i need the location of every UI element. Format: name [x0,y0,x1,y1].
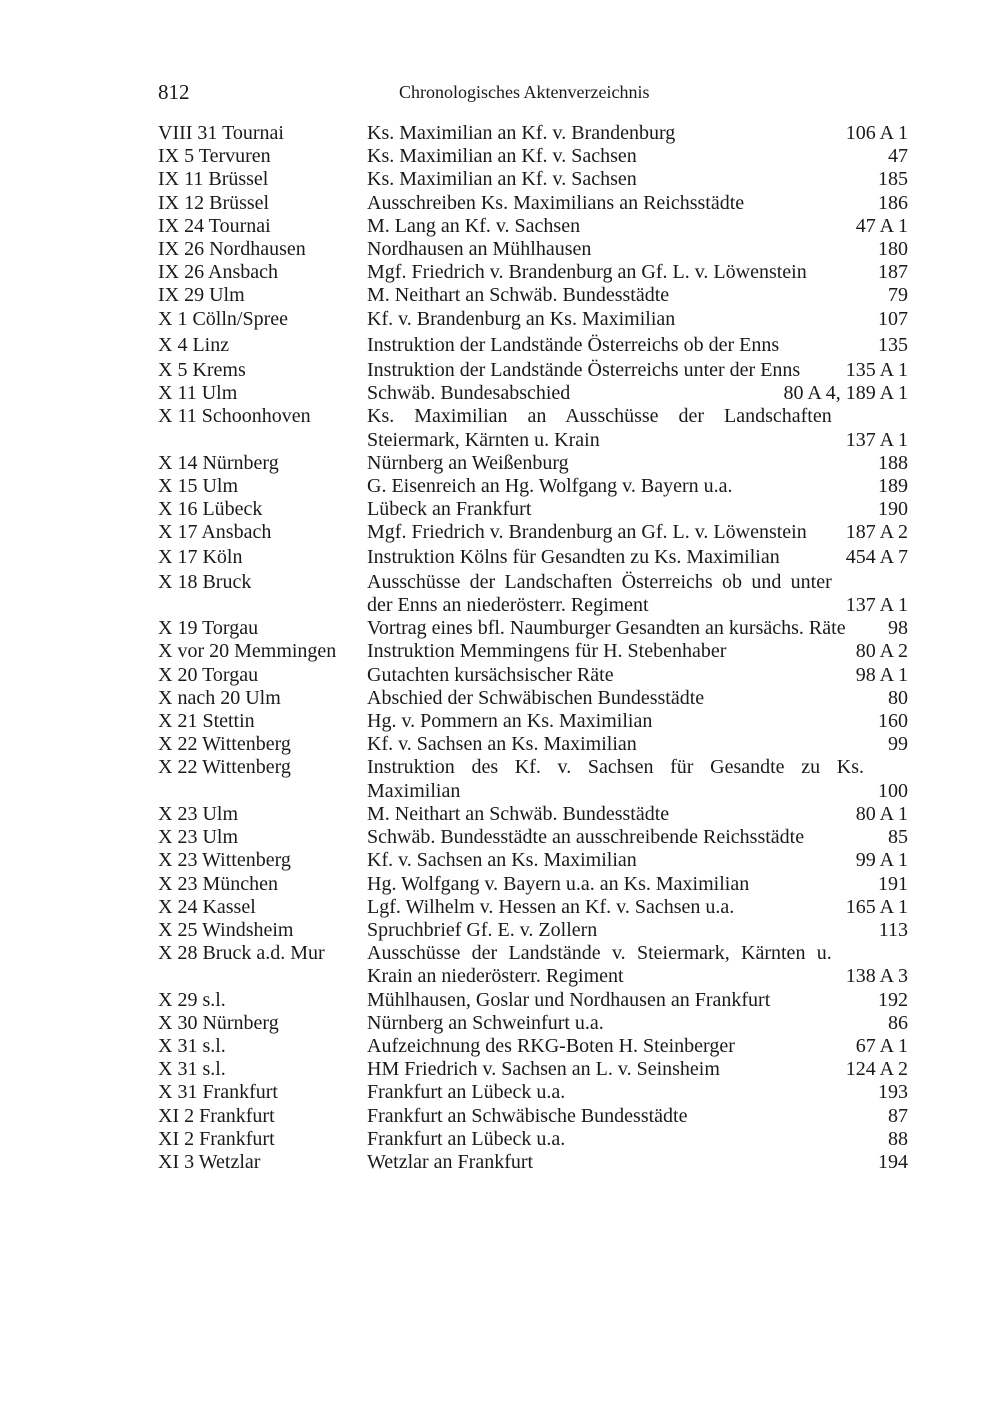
index-entry [158,803,908,826]
entry-date: IX 24 Tournai [158,214,271,237]
entry-reference: 180 [878,238,908,261]
entry-date: X 28 Bruck a.d. Mur [158,942,325,965]
entry-reference: 160 [878,710,908,733]
index-entry [158,238,908,261]
entry-date: X 11 Ulm [158,382,238,405]
entry-reference: 185 [878,168,908,191]
index-entry [158,873,908,896]
entry-date: X 5 Krems [158,359,246,382]
entry-description: Ks. Maximilian an Kf. v. Sachsen [367,168,637,191]
index-entry [158,942,908,988]
entry-date: X 29 s.l. [158,988,226,1011]
entry-description: Wetzlar an Frankfurt [367,1150,534,1173]
entry-description: Vortrag eines bfl. Naumburger Gesandten an kursächs. Räte [367,617,846,640]
entry-reference: 138 A 3 [845,965,908,988]
entry-date: X vor 20 Memmingen [158,640,337,663]
entry-reference: 100 [878,779,908,802]
entry-reference: 98 [888,617,908,640]
index-entry [158,382,908,405]
entry-reference: 80 A 1 [855,802,908,825]
entry-date: XI 2 Frankfurt [158,1127,275,1150]
index-entry [158,521,908,544]
entry-description: Instruktion der Landstände Österreichs unter der Enns [367,359,801,382]
entry-date: IX 12 Brüssel [158,191,270,214]
index-entry [158,334,908,357]
index-entry [158,1081,908,1104]
entry-reference: 135 [878,333,908,356]
entry-description: Instruktion Kölns für Gesandten zu Ks. Maximilian [367,545,780,568]
entry-reference: 80 [888,686,908,709]
entry-reference: 47 A 1 [855,214,908,237]
entry-reference: 99 [888,733,908,756]
index-entry [158,168,908,191]
index-entry [158,192,908,215]
entry-date: X 23 Ulm [158,826,238,849]
index-entry [158,989,908,1012]
entry-date: X 15 Ulm [158,475,238,498]
entry-date: X 21 Stettin [158,710,255,733]
index-entry [158,849,908,872]
index-entry [158,546,908,569]
entry-date: X 4 Linz [158,333,230,356]
entry-date: X 31 s.l. [158,1034,226,1057]
entry-date: X nach 20 Ulm [158,686,281,709]
entry-description: Abschied der Schwäbischen Bundesstädte [367,686,705,709]
index-entry [158,261,908,284]
index-entry [158,733,908,756]
entry-reference: 192 [878,988,908,1011]
entry-reference: 188 [878,451,908,474]
entry-reference: 113 [878,918,908,941]
entry-reference: 137 A 1 [845,594,908,617]
entry-date: X 23 München [158,872,278,895]
index-entry [158,1105,908,1128]
index-entry [158,1058,908,1081]
entry-description: Schwäb. Bundesstädte an ausschreibende Reichsstädte [367,826,805,849]
entry-date: X 31 s.l. [158,1058,226,1081]
page-number: 812 [158,80,190,104]
entry-date: IX 26 Nordhausen [158,238,306,261]
index-entry [158,919,908,942]
entry-reference: 107 [878,307,908,330]
entry-date: X 19 Torgau [158,617,259,640]
entry-date: X 17 Köln [158,545,243,568]
entry-description: Ausschüsse der Landschaften Österreichs ob und unter der Enns an niederösterr. Regiment [367,570,832,617]
entry-date: X 30 Nürnberg [158,1011,279,1034]
entry-date: X 25 Windsheim [158,918,294,941]
entry-date: X 23 Wittenberg [158,849,291,872]
index-entry [158,826,908,849]
entry-date: IX 5 Tervuren [158,145,271,168]
entry-date: VIII 31 Tournai [158,122,284,144]
entry-date: X 23 Ulm [158,802,238,825]
entry-description: Nürnberg an Weißenburg [367,451,569,474]
entry-date: X 31 Frankfurt [158,1081,278,1104]
entry-reference: 87 [888,1104,908,1127]
entry-description: Lgf. Wilhelm v. Hessen an Kf. v. Sachsen u.a. [367,895,735,918]
index-entry [158,1012,908,1035]
entry-description: Mühlhausen, Goslar und Nordhausen an Frankfurt [367,988,771,1011]
index-entry [158,756,908,802]
entry-reference: 124 A 2 [845,1058,908,1081]
index-entry [158,896,908,919]
entry-reference: 106 A 1 [845,122,908,144]
entry-date: IX 26 Ansbach [158,261,278,284]
index-entry [158,359,908,382]
entry-date: IX 11 Brüssel [158,168,269,191]
entry-reference: 67 A 1 [855,1034,908,1057]
entry-description: Ks. Maximilian an Ausschüsse der Landschaften Steiermark, Kärnten u. Krain [367,405,832,451]
entry-description: Hg. Wolfgang v. Bayern u.a. an Ks. Maximilian [367,872,750,895]
index-entry [158,475,908,498]
index-entry [158,710,908,733]
entry-description: Hg. v. Pommern an Ks. Maximilian [367,710,653,733]
entry-reference: 98 A 1 [855,663,908,686]
index-entry [158,687,908,710]
entry-reference: 165 A 1 [845,895,908,918]
entry-description: M. Neithart an Schwäb. Bundesstädte [367,802,670,825]
entry-date: X 16 Lübeck [158,498,263,521]
entry-description: HM Friedrich v. Sachsen an L. v. Seinsheim [367,1058,720,1081]
entry-reference: 88 [888,1127,908,1150]
chronological-index [158,122,908,1174]
entry-date: X 22 Wittenberg [158,733,291,756]
entry-description: Mgf. Friedrich v. Brandenburg an Gf. L. v. Löwenstein [367,261,807,284]
entry-date: X 11 Schoonhoven [158,405,311,428]
entry-description: G. Eisenreich an Hg. Wolfgang v. Bayern u.a. [367,475,733,498]
entry-description: Frankfurt an Lübeck u.a. [367,1081,566,1104]
index-entry [158,617,908,640]
entry-date: XI 2 Frankfurt [158,1104,275,1127]
entry-description: Frankfurt an Lübeck u.a. [367,1127,566,1150]
entry-description: Kf. v. Brandenburg an Ks. Maximilian [367,307,676,330]
entry-reference: 86 [888,1011,908,1034]
entry-date: X 20 Torgau [158,663,259,686]
entry-description: Frankfurt an Schwäbische Bundesstädte [367,1104,688,1127]
entry-reference: 190 [878,498,908,521]
index-entry [158,664,908,687]
running-title: Chronologisches Aktenverzeichnis [399,82,650,102]
entry-description: Nordhausen an Mühlhausen [367,238,592,261]
entry-description: Schwäb. Bundesabschied [367,382,571,405]
entry-description: Ks. Maximilian an Kf. v. Sachsen [367,145,637,168]
entry-reference: 187 [878,261,908,284]
entry-reference: 79 [888,284,908,307]
entry-description: Kf. v. Sachsen an Ks. Maximilian [367,849,637,872]
entry-description: M. Lang an Kf. v. Sachsen [367,214,581,237]
entry-date: X 14 Nürnberg [158,451,279,474]
index-entry [158,284,908,307]
entry-description: Nürnberg an Schweinfurt u.a. [367,1011,604,1034]
index-entry [158,571,908,617]
entry-date: X 24 Kassel [158,895,256,918]
entry-date: XI 3 Wetzlar [158,1150,261,1173]
entry-reference: 189 [878,475,908,498]
entry-reference: 454 A 7 [845,545,908,568]
entry-reference: 135 A 1 [845,359,908,382]
index-entry [158,1128,908,1151]
index-entry [158,122,908,145]
entry-reference: 186 [878,191,908,214]
entry-date: X 17 Ansbach [158,521,272,544]
entry-description: M. Neithart an Schwäb. Bundesstädte [367,284,670,307]
index-entry [158,215,908,238]
entry-reference: 80 A 4, 189 A 1 [783,382,908,405]
entry-description: Instruktion Memmingens für H. Stebenhaber [367,640,727,663]
entry-description: Ks. Maximilian an Kf. v. Brandenburg [367,122,676,144]
entry-reference: 47 [888,145,908,168]
entry-date: IX 29 Ulm [158,284,245,307]
entry-description: Aufzeichnung des RKG-Boten H. Steinberger [367,1034,735,1057]
entry-reference: 85 [888,826,908,849]
entry-date: X 1 Cölln/Spree [158,307,288,330]
entry-description: Kf. v. Sachsen an Ks. Maximilian [367,733,637,756]
index-entry [158,1035,908,1058]
entry-reference: 187 A 2 [845,521,908,544]
entry-date: X 22 Wittenberg [158,756,291,779]
index-entry [158,498,908,521]
page-header [158,80,908,108]
entry-description: Gutachten kursächsischer Räte [367,663,614,686]
index-entry [158,1151,908,1174]
index-entry [158,405,908,451]
index-entry [158,145,908,168]
entry-description: Instruktion des Kf. v. Sachsen für Gesandte zu Ks. Maximilian [367,756,864,802]
entry-reference: 137 A 1 [845,428,908,451]
index-entry [158,640,908,663]
entry-description: Ausschüsse der Landstände v. Steiermark, Kärnten u. Krain an niederösterr. Regiment [367,942,832,988]
entry-description: Lübeck an Frankfurt [367,498,532,521]
entry-reference: 99 A 1 [855,849,908,872]
entry-reference: 80 A 2 [855,640,908,663]
entry-date: X 18 Bruck [158,570,252,593]
entry-description: Spruchbrief Gf. E. v. Zollern [367,918,598,941]
entry-reference: 193 [878,1081,908,1104]
entry-reference: 194 [878,1150,908,1173]
entry-reference: 191 [878,872,908,895]
index-entry [158,452,908,475]
entry-description: Instruktion der Landstände Österreichs ob der Enns [367,333,780,356]
entry-description: Ausschreiben Ks. Maximilians an Reichsstädte [367,191,745,214]
index-entry [158,308,908,331]
entry-description: Mgf. Friedrich v. Brandenburg an Gf. L. v. Löwenstein [367,521,807,544]
